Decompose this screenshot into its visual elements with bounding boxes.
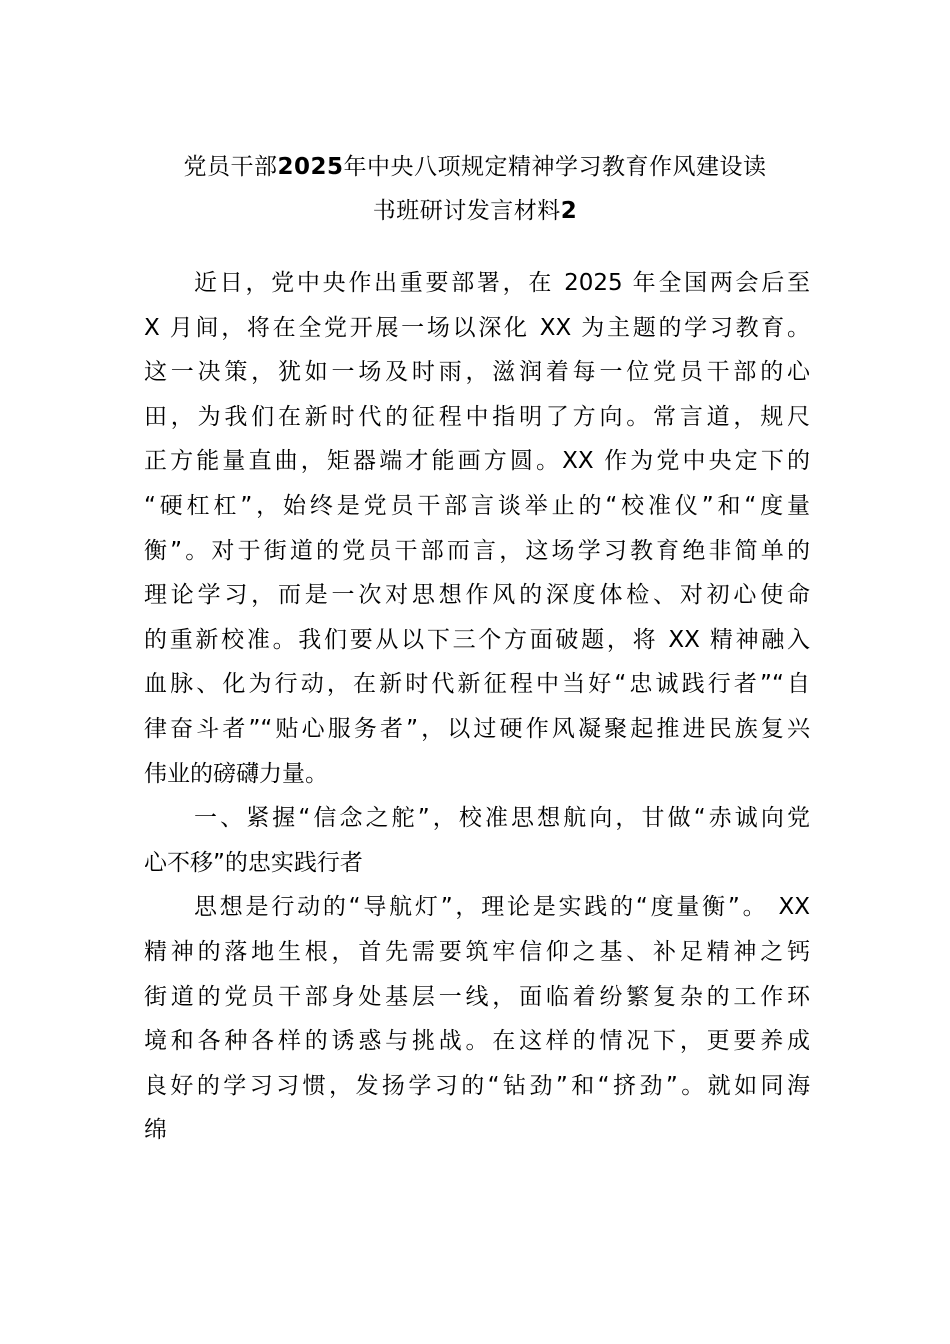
document-title xyxy=(130,145,820,233)
paragraph-line: 伟业的磅礴力量。 xyxy=(144,760,328,787)
paragraph-line: 田，为我们在新时代的征程中指明了方向。常言道，规尺 xyxy=(144,403,810,430)
title-text: 年中央八项规定精神学习教育作风建设读 xyxy=(343,154,767,180)
document-body xyxy=(144,261,810,1153)
paragraph-line: 思想是行动的“导航灯”，理论是实践的“度量衡”。 XX xyxy=(194,894,810,921)
title-number: 2 xyxy=(560,198,578,224)
paragraph-line: 血脉、化为行动，在新时代新征程中当好“忠诚践行者”“自 xyxy=(144,671,810,698)
paragraph-line: 的重新校准。我们要从以下三个方面破题，将 XX 精神融入 xyxy=(144,626,810,653)
paragraph-line: 衡”。对于街道的党员干部而言，这场学习教育绝非简单的 xyxy=(144,537,810,564)
paragraph-line: 街道的党员干部身处基层一线，面临着纷繁复杂的工作环 xyxy=(144,983,810,1010)
paragraph-line: X 月间，将在全党开展一场以深化 XX 为主题的学习教育。 xyxy=(144,314,810,341)
title-text: 党员干部 xyxy=(183,154,278,180)
paragraph-line: 境和各种各样的诱惑与挑战。在这样的情况下，更要养成 xyxy=(144,1028,810,1055)
paragraph-line: 近日，党中央作出重要部署，在 2025 年全国两会后至 xyxy=(194,270,810,296)
paragraph-line: 这一决策，犹如一场及时雨，滋润着每一位党员干部的心 xyxy=(144,359,810,386)
title-line-1 xyxy=(130,145,820,189)
paragraph-line: 理论学习，而是一次对思想作风的深度体检、对初心使命 xyxy=(144,582,810,609)
section-heading-line: 一、紧握“信念之舵”，校准思想航向，甘做“赤诚向党 xyxy=(194,805,810,832)
paragraph-line: 正方能量直曲，矩器端才能画方圆。XX 作为党中央定下的 xyxy=(144,448,810,475)
paragraph-line: 绵 xyxy=(144,1117,167,1144)
paragraph-line: “硬杠杠”，始终是党员干部言谈举止的“校准仪”和“度量 xyxy=(144,492,810,519)
paragraph-line: 律奋斗者”“贴心服务者”，以过硬作风凝聚起推进民族复兴 xyxy=(144,715,810,742)
title-text: 书班研讨发言材料 xyxy=(372,198,561,224)
title-year: 2025 xyxy=(277,154,344,180)
section-heading-line: 心不移”的忠实践行者 xyxy=(144,849,363,876)
title-line-2 xyxy=(130,189,820,233)
paragraph-line: 精神的落地生根，首先需要筑牢信仰之基、补足精神之钙 xyxy=(144,938,810,965)
paragraph-line: 良好的学习习惯，发扬学习的“钻劲”和“挤劲”。就如同海 xyxy=(144,1072,810,1099)
